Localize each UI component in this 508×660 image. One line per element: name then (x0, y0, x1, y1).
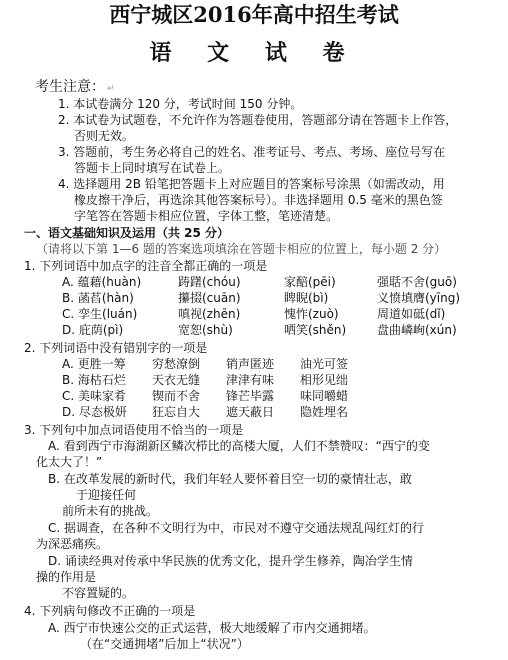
option-word: 穷愁潦倒 (152, 357, 201, 371)
option-word: C. 孪生(luán) (62, 307, 138, 321)
option-word: 攥掇(cuān) (178, 291, 241, 305)
notice-item: 1. 本试卷满分 120 分，考试时间 150 分钟。 (58, 97, 303, 111)
option-word: 家醅(pēi) (284, 275, 336, 289)
q3-option-b-line3: 前所未有的挑战。 (62, 504, 159, 518)
notice-heading-text: 考生注意： (35, 79, 105, 95)
section-heading: 一、语文基础知识及运用（共 25 分） (24, 226, 230, 240)
q3-option-a-line1: A. 看到西宁市海湖新区鳞次栉比的高楼大厦，人们不禁赞叹：“西宁的变 (48, 439, 430, 453)
option-word: 锋芒毕露 (226, 389, 275, 403)
option-word: 强聒不舍(guō) (377, 275, 457, 289)
option-word: 遮天蔽日 (226, 405, 275, 419)
option-word: D. 尽态极妍 (62, 405, 127, 419)
option-word: 周道如砥(dǐ) (377, 307, 446, 321)
option-word: 狂忘自大 (152, 405, 201, 419)
notice-item: 答题卡上同时填写在试卷上。 (74, 161, 231, 175)
option-word: B. 海枯石烂 (62, 373, 126, 387)
q3-option-b-line2: 于迎接任何 (76, 488, 137, 502)
paragraph-mark: ↵ (107, 84, 115, 94)
option-word: 义愤填膺(yīng) (377, 291, 461, 305)
q3-option-a-line2: 化太大了！” (36, 455, 103, 469)
q3-option-d-line3: 不容置疑的。 (62, 586, 135, 600)
notice-item: 橡皮擦干净后，再选涂其他答案标号）。非选择题用 0.5 毫米的黑色签 (74, 193, 443, 207)
question-4-stem: 4. 下列病句修改不正确的一项是 (24, 604, 196, 618)
option-word: 相形见绌 (300, 373, 349, 387)
option-word: 哂笑(shěn) (284, 323, 347, 337)
question-3-stem: 3. 下列句中加点词语使用不恰当的一项是 (24, 423, 244, 437)
notice-item: 字笔答在答题卡相应位置，字体工整，笔迹清楚。 (74, 209, 339, 223)
q4-option-a-line2: （在“交通拥堵”后加上“状况”） (80, 637, 249, 651)
q3-option-c-line1: C. 据调查，在各种不文明行为中，市民对不遵守交通法规乱闯红灯的行 (48, 521, 425, 535)
option-word: 睥睨(bì) (284, 291, 329, 305)
question-1-stem: 1. 下列词语中加点字的注音全都正确的一项是 (24, 259, 268, 273)
option-word: 销声匿迹 (226, 357, 275, 371)
option-word: 锲而不舍 (152, 389, 201, 403)
option-word: 踌躇(chóu) (178, 275, 241, 289)
q3-option-b-line1: B. 在改革发展的新时代，我们年轻人要怀着目空一切的豪情壮志，敢 (48, 472, 412, 486)
q3-option-d-line2: 操的作用是 (36, 570, 97, 584)
option-word: D. 庇荫(pì) (62, 323, 124, 337)
notice-item: 3. 答题前，考生务必将自己的姓名、准考证号、考点、考场、座位号写在 (58, 145, 446, 159)
notice-item: 否则无效。 (74, 129, 135, 143)
notice-heading (35, 79, 115, 97)
q3-option-d-line1: D. 诵读经典对传承中华民族的优秀文化，提升学生修养，陶冶学生情 (48, 554, 413, 568)
notice-item: 4. 选择题用 2B 铅笔把答题卡上对应题目的答案标号涂黑（如需改动，用 (58, 177, 445, 191)
exam-title: 西宁城区2016年高中招生考试 (109, 2, 399, 27)
option-word: 愧怍(zuò) (284, 307, 339, 321)
q4-option-a-line1: A. 西宁市快速公交的正式运营，极大地缓解了市内交通拥堵。 (48, 621, 376, 635)
notice-item: 2. 本试卷为试题卷，不允许作为答题卷使用，答题部分请在答题卡上作答， (58, 113, 458, 127)
option-word: A. 蕴藉(huàn) (62, 275, 142, 289)
option-word: B. 菡萏(hàn) (62, 291, 134, 305)
question-2-stem: 2. 下列词语中没有错别字的一项是 (24, 341, 208, 355)
option-word: 味同嚼蜡 (300, 389, 349, 403)
option-word: 盘曲嶙峋(xún) (377, 323, 457, 337)
option-word: 隐姓埋名 (300, 405, 349, 419)
option-word: 天衣无缝 (152, 373, 201, 387)
option-word: 津津有味 (226, 373, 275, 387)
q3-option-c-line2: 为深恶痛疾。 (36, 537, 109, 551)
option-word: 宽恕(shù) (178, 323, 233, 337)
option-word: 油光可签 (300, 357, 349, 371)
option-word: A. 更胜一筹 (62, 357, 126, 371)
section-instruction: （请将以下第 1—6 题的答案选项填涂在答题卡相应的位置上，每小题 2 分） (36, 242, 447, 256)
option-word: 嗔视(zhēn) (178, 307, 241, 321)
option-word: C. 美味家肴 (62, 389, 127, 403)
exam-subtitle: 语 文 试 卷 (149, 40, 359, 66)
